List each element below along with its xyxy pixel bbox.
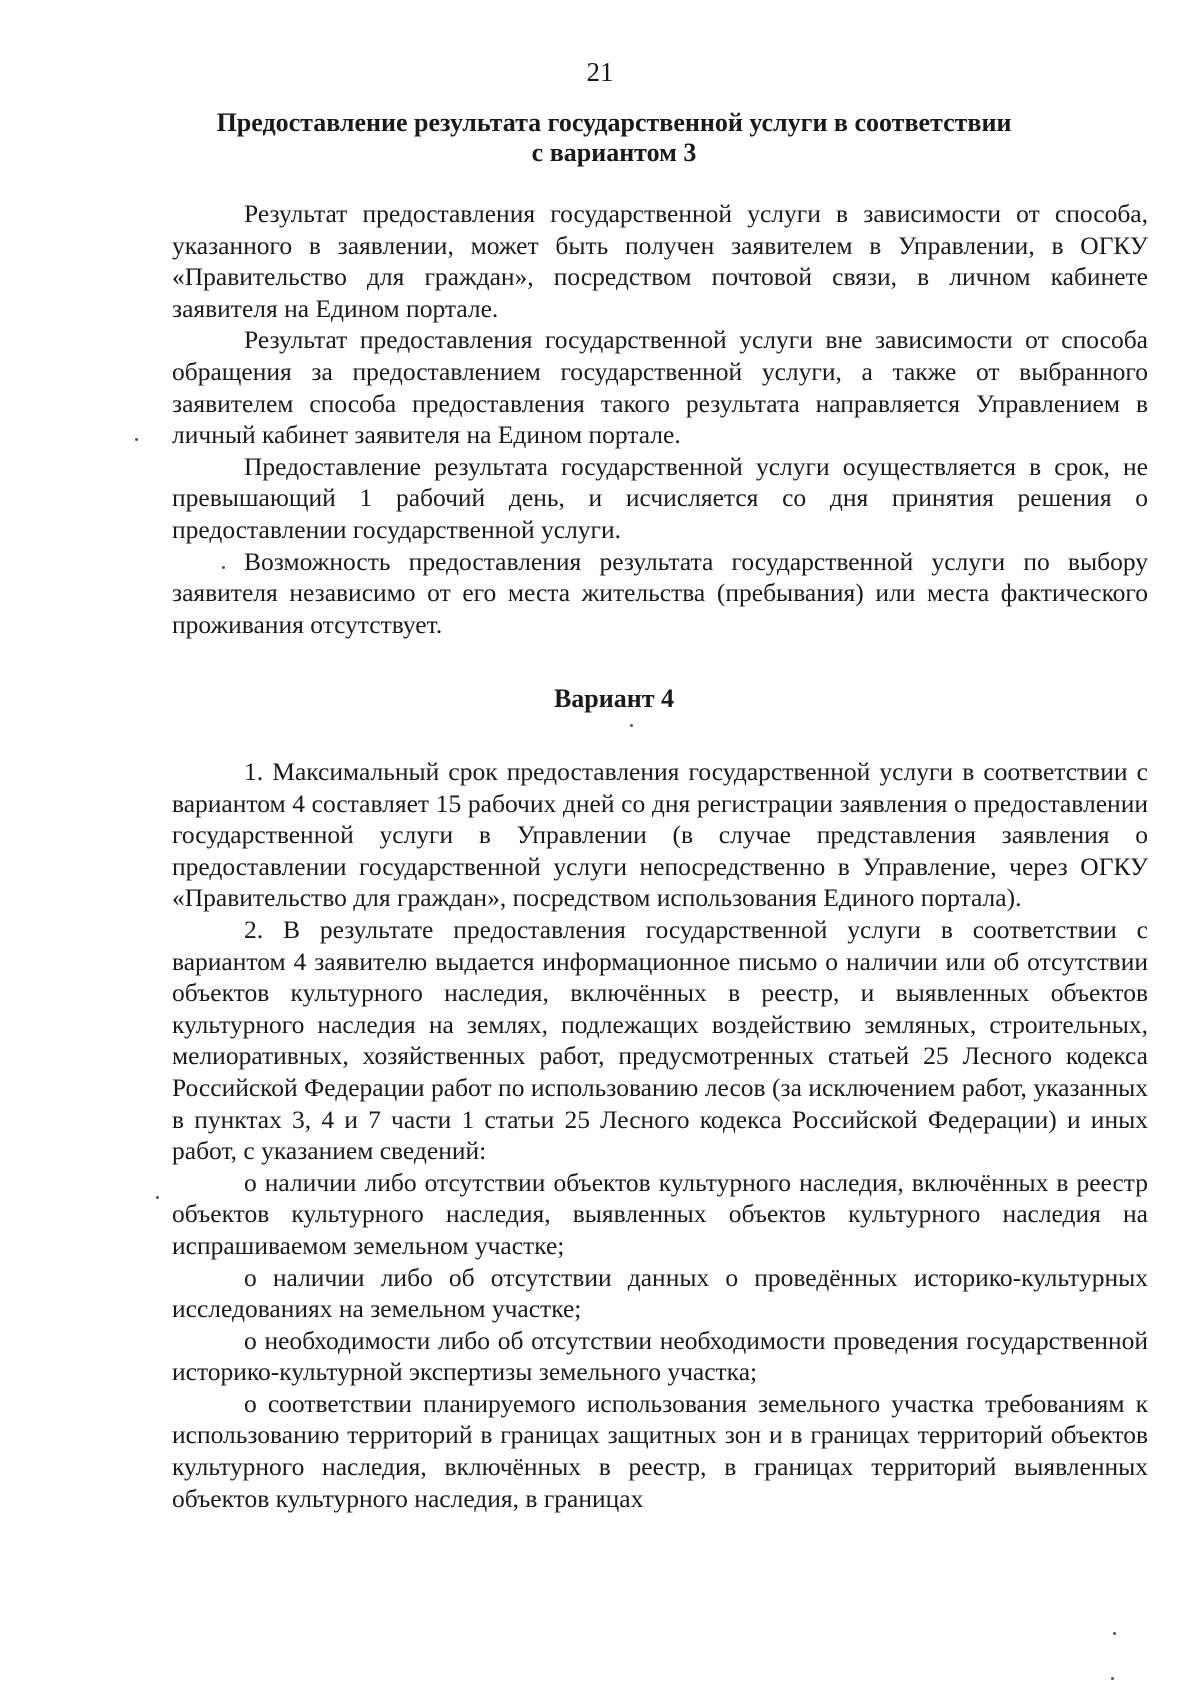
paragraph: о соответствии планируемого использования земельного участка требованиям к использованию территорий в границах защитных зон и в границах территорий объектов культурного наследия, включённых в реестр, в границах территорий выявленных объектов культурного наследия, в границах	[172, 1388, 1148, 1513]
section-title-result-v3	[150, 108, 1078, 168]
scan-speck	[135, 438, 138, 441]
paragraph: 1. Максимальный срок предоставления государственной услуги в соответствии с вариантом 4 составляет 15 рабочих дней со дня регистрации заявления о предоставлении государственной услуги в Управлении (в случае представления заявления о предоставлении государственной услуги непосредственно в Управление, через ОГКУ «Правительство для граждан», посредством использования Единого портала).	[172, 757, 1148, 913]
paragraph: Результат предоставления государственной услуги в зависимости от способа, указанного в заявлении, может быть получен заявителем в Управлении, в ОГКУ «Правительство для граждан», посредством почтовой связи, в личном кабинете заявителя на Едином портале.	[172, 199, 1148, 323]
paragraph: Предоставление результата государственной услуги осуществляется в срок, не превышающий 1 рабочий день, и исчисляется со дня принятия решения о предоставлении государственной услуги.	[172, 451, 1148, 544]
variant-4-title: Вариант 4	[553, 684, 675, 713]
variant-4-body	[172, 756, 1148, 1514]
paragraph: о наличии либо отсутствии объектов культурного наследия, включённых в реестр объектов культурного наследия, выявленных объектов культурного наследия на испрашиваемом земельном участке;	[172, 1167, 1148, 1260]
scan-speck	[1113, 1632, 1116, 1635]
scan-speck	[630, 724, 633, 727]
result-v3-body	[172, 198, 1148, 640]
paragraph: о необходимости либо об отсутствии необходимости проведения государственной историко-культурной экспертизы земельного участка;	[172, 1325, 1148, 1387]
page-number: 21	[586, 57, 614, 87]
paragraph: Результат предоставления государственной услуги вне зависимости от способа обращения за предоставлением государственной услуги, а также от выбранного заявителем способа предоставления такого результата направляется Управлением в личный кабинет заявителя на Едином портале.	[172, 325, 1148, 450]
section-title-line-2: с вариантом 3	[531, 138, 697, 167]
section-title-line-1: Предоставление результата государственной услуги в соответствии	[216, 108, 1012, 137]
paragraph: Возможность предоставления результата государственной услуги по выбору заявителя независимо от его места жительства (пребывания) или места фактического проживания отсутствует.	[172, 546, 1148, 639]
scan-speck	[156, 1196, 159, 1199]
paragraph: о наличии либо об отсутствии данных о проведённых историко-культурных исследованиях на земельном участке;	[172, 1262, 1148, 1324]
scan-speck	[1111, 1677, 1114, 1680]
paragraph: 2. В результате предоставления государственной услуги в соответствии с вариантом 4 заявителю выдается информационное письмо о наличии или об отсутствии объектов культурного наследия, включённых в реестр, и выявленных объектов культурного наследия на землях, подлежащих воздействию земляных, строительных, мелиоративных, хозяйственных работ, предусмотренных статьей 25 Лесного кодекса Российской Федерации работ по использованию лесов (за исключением работ, указанных в пунктах 3, 4 и 7 части 1 статьи 25 Лесного кодекса Российской Федерации) и иных работ, с указанием сведений:	[172, 914, 1148, 1166]
scan-speck	[222, 566, 225, 569]
